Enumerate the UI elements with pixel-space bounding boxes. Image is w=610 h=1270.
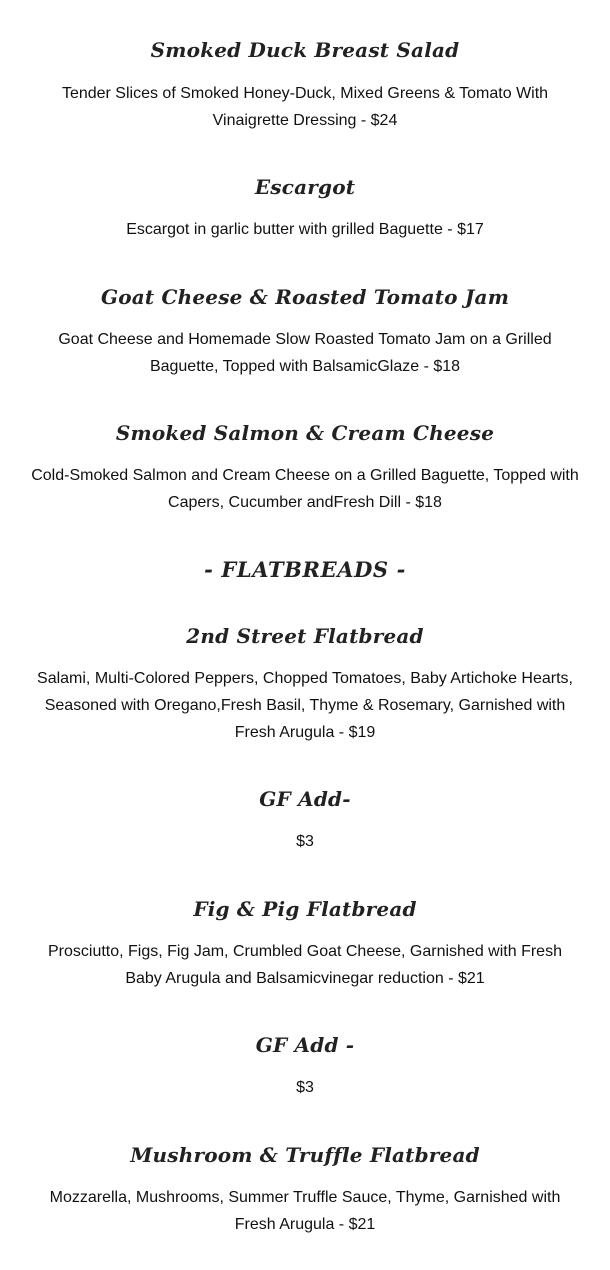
menu-item-smoked-salmon: [30, 421, 580, 516]
menu-item-title: 2nd Street Flatbread: [186, 624, 424, 648]
menu-item-title: Fig & Pig Flatbread: [193, 897, 417, 921]
menu-item-title: Goat Cheese & Roasted Tomato Jam: [100, 285, 510, 309]
menu-item-title: Smoked Salmon & Cream Cheese: [115, 421, 495, 445]
menu-item-2nd-street-flatbread: [30, 624, 580, 746]
menu-item-goat-cheese: [30, 285, 580, 380]
menu-item-description: Cold-Smoked Salmon and Cream Cheese on a Grilled Baguette, Topped with Capers, Cucumber andFresh Dill - $18: [31, 467, 579, 511]
section-flatbreads: [30, 557, 580, 582]
menu-item-description: Goat Cheese and Homemade Slow Roasted Tomato Jam on a Grilled Baguette, Topped with BalsamicGlaze - $18: [58, 331, 552, 375]
menu-item-mushroom-truffle-flatbread: [30, 1143, 580, 1238]
menu-item-title: Smoked Duck Breast Salad: [150, 38, 460, 62]
menu-item-gf-add-2: [30, 1033, 580, 1101]
menu-item-description: Mozzarella, Mushrooms, Summer Truffle Sauce, Thyme, Garnished with Fresh Arugula - $21: [49, 1189, 561, 1233]
menu-item-title: Mushroom & Truffle Flatbread: [130, 1143, 480, 1167]
menu-item-smoked-duck: [30, 38, 580, 134]
menu-item-title: GF Add-: [259, 787, 351, 811]
section-heading: - FLATBREADS -: [204, 557, 406, 582]
menu-item-title: Escargot: [254, 175, 356, 199]
menu-item-description: Tender Slices of Smoked Honey-Duck, Mixed Greens & Tomato With Vinaigrette Dressing - $24: [61, 85, 549, 129]
menu-item-gf-add-1: [30, 787, 580, 855]
menu-item-description: Prosciutto, Figs, Fig Jam, Crumbled Goat Cheese, Garnished with Fresh Baby Arugula and Balsamicvinegar reduction - $21: [48, 943, 562, 987]
menu-item-fig-pig-flatbread: [30, 897, 580, 992]
menu-item-title: GF Add -: [255, 1033, 355, 1057]
menu-item-escargot: [30, 175, 580, 243]
menu-item-description: Salami, Multi-Colored Peppers, Chopped Tomatoes, Baby Artichoke Hearts, Seasoned with Oregano,Fresh Basil, Thyme & Rosemary, Garnished with Fresh Arugula - $19: [37, 670, 573, 741]
menu-item-price: $3: [296, 1079, 314, 1096]
menu-item-description: Escargot in garlic butter with grilled Baguette - $17: [126, 221, 484, 238]
menu-item-price: $3: [296, 833, 314, 850]
